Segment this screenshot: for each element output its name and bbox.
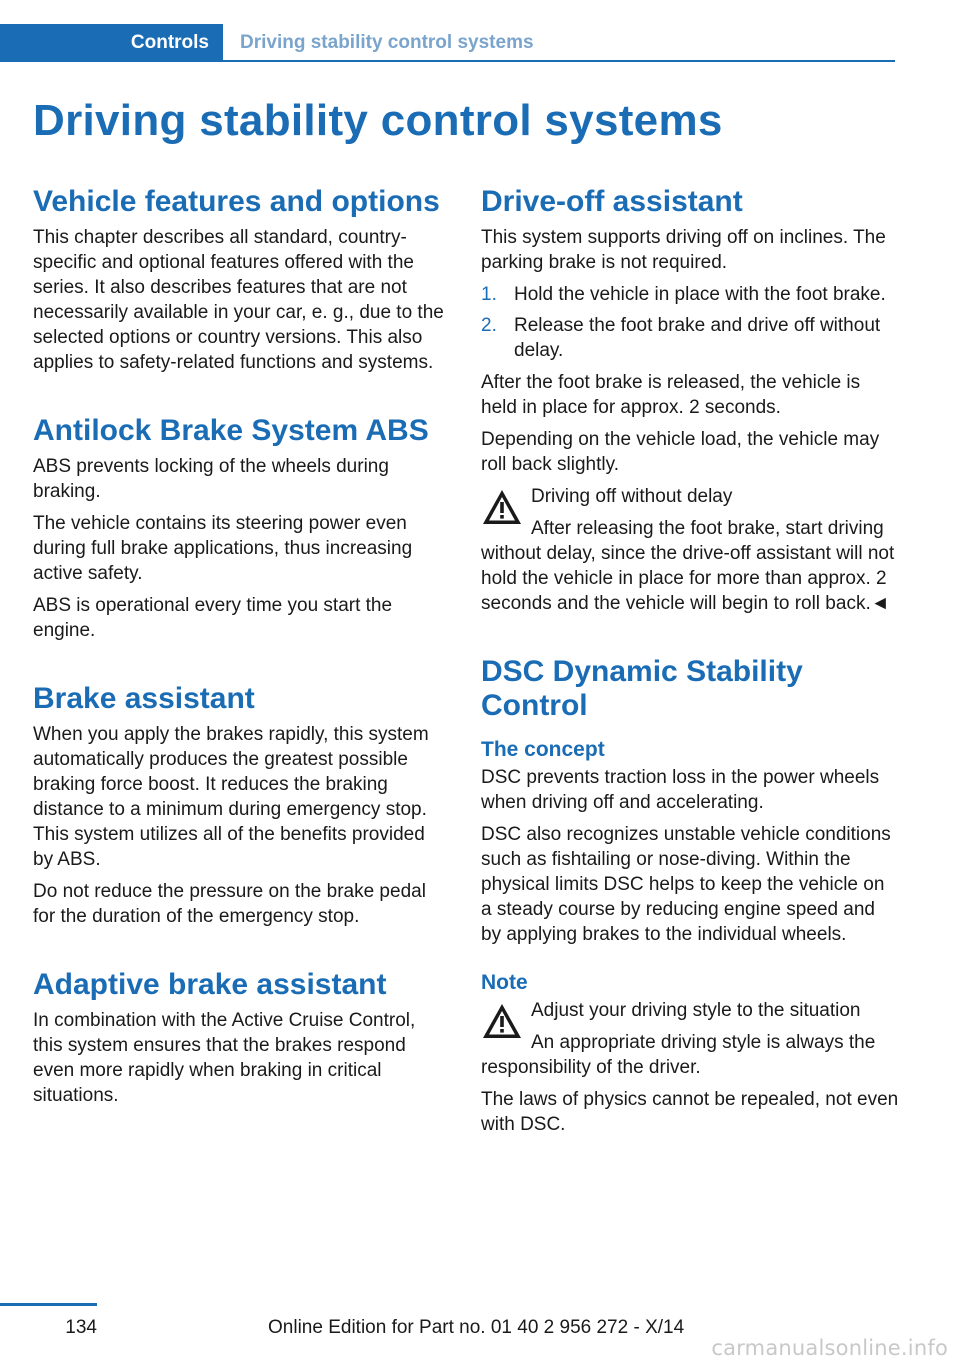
page-number: 134 <box>65 1317 97 1338</box>
step-number: 2. <box>481 315 497 336</box>
subsection-heading: The concept <box>481 738 605 761</box>
paragraph: When you apply the brakes rapidly, this system automatically produces the greatest possible braking force boost. It reduces the braking distance to a minimum during emergency stop. This system utilizes all of the benefits provided by ABS. <box>33 724 429 870</box>
page-header <box>0 24 895 62</box>
step-text: Hold the vehicle in place with the foot brake. <box>514 284 886 305</box>
section-adaptive-brake-assistant <box>33 968 449 1108</box>
paragraph: The laws of physics cannot be repealed, not even with DSC. <box>481 1089 899 1135</box>
warning-box <box>481 998 899 1080</box>
section-heading: DSC Dynamic Stability Control <box>481 655 803 722</box>
section-heading: Drive-off assistant <box>481 185 743 218</box>
step-number: 1. <box>481 284 497 305</box>
warning-title: Driving off without delay <box>531 486 733 507</box>
section-dsc <box>481 655 899 1137</box>
step-list <box>481 282 899 363</box>
paragraph: DSC prevents traction loss in the power wheels when driving off and accelerating. <box>481 767 880 813</box>
paragraph: The vehicle contains its steering power even during full brake applications, thus increasing active safety. <box>33 513 413 584</box>
header-chapter-label: Driving stability control systems <box>240 32 534 53</box>
paragraph: After the foot brake is released, the vehicle is held in place for approx. 2 seconds. <box>481 372 861 418</box>
right-column <box>481 185 899 1144</box>
subsection-heading: Note <box>481 971 528 994</box>
paragraph: This chapter describes all standard, country-specific and optional features offered with the series. It also describes features that are not necessarily available in your car, e. g., due to the selected options or country versions. This also applies to safety-related functions and systems. <box>33 227 444 373</box>
paragraph: Depending on the vehicle load, the vehicle may roll back slightly. <box>481 429 880 475</box>
warning-body: An appropriate driving style is always the responsibility of the driver. <box>481 1032 876 1078</box>
paragraph: Do not reduce the pressure on the brake pedal for the duration of the emergency stop. <box>33 881 426 927</box>
header-section-label: Controls <box>0 24 223 62</box>
section-heading: Adaptive brake assistant <box>33 968 387 1001</box>
step-text: Release the foot brake and drive off without delay. <box>514 315 881 361</box>
header-rule <box>223 60 895 62</box>
section-abs <box>33 414 449 643</box>
section-vehicle-features <box>33 185 449 375</box>
paragraph: ABS is operational every time you start the engine. <box>33 595 393 641</box>
section-brake-assistant <box>33 682 449 929</box>
warning-body: After releasing the foot brake, start driving without delay, since the drive-off assistant will not hold the vehicle in place for more than approx. 2 seconds and the vehicle will begin to roll back.◄ <box>481 518 895 614</box>
footer-rule <box>0 1303 97 1306</box>
list-item <box>481 282 899 307</box>
paragraph: ABS prevents locking of the wheels during braking. <box>33 456 389 502</box>
warning-box <box>481 484 899 616</box>
warning-triangle-icon <box>481 488 523 526</box>
page-title: Driving stability control systems <box>33 96 723 145</box>
warning-title: Adjust your driving style to the situation <box>531 1000 861 1021</box>
paragraph: In combination with the Active Cruise Control, this system ensures that the brakes respond even more rapidly when braking in critical situations. <box>33 1010 416 1106</box>
edition-note: Online Edition for Part no. 01 40 2 956 272 - X/14 <box>268 1317 685 1338</box>
section-drive-off-assistant <box>481 185 899 616</box>
watermark: carmanualsonline.info <box>711 1336 948 1360</box>
warning-triangle-icon <box>481 1002 523 1040</box>
section-heading: Vehicle features and options <box>33 185 440 218</box>
section-heading: Brake assistant <box>33 682 255 715</box>
left-column <box>33 185 449 1115</box>
list-item <box>481 313 899 363</box>
paragraph: DSC also recognizes unstable vehicle conditions such as fishtailing or nose-diving. Within the physical limits DSC helps to keep the vehicle on a steady course by reducing engine speed and by applying brakes to the individual wheels. <box>481 824 891 945</box>
section-heading: Antilock Brake System ABS <box>33 414 429 447</box>
paragraph: This system supports driving off on inclines. The parking brake is not required. <box>481 227 886 273</box>
